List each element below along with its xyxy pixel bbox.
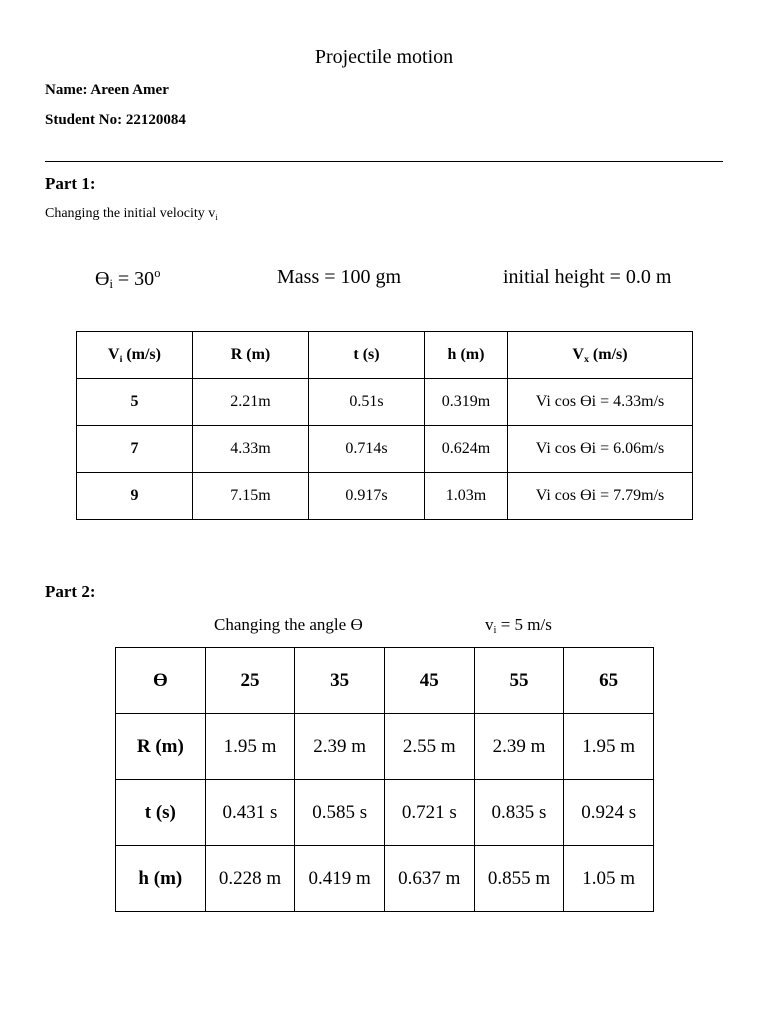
part2-heading: Part 2: bbox=[45, 582, 96, 601]
student-number: Student No: 22120084 bbox=[45, 112, 186, 128]
table-cell: 55 bbox=[474, 648, 564, 714]
table-cell: Ɵ bbox=[116, 648, 206, 714]
table-cell: 4.33m bbox=[193, 426, 309, 473]
table-header-row bbox=[77, 332, 693, 379]
table-cell: 0.228 m bbox=[205, 846, 295, 912]
table-cell: 1.05 m bbox=[564, 846, 654, 912]
table-cell: 0.585 s bbox=[295, 780, 385, 846]
table-cell: 2.21m bbox=[193, 379, 309, 426]
table-cell: t (s) bbox=[116, 780, 206, 846]
vi-value: = 5 m/s bbox=[496, 615, 552, 634]
table-cell: 7.15m bbox=[193, 473, 309, 520]
part1-subtitle bbox=[45, 206, 218, 222]
table-cell: 0.51s bbox=[309, 379, 425, 426]
part2-velocity-label bbox=[485, 615, 552, 636]
table-cell: Vi cos Ɵi = 6.06m/s bbox=[508, 426, 693, 473]
table-cell: 65 bbox=[564, 648, 654, 714]
table-cell: 0.855 m bbox=[474, 846, 564, 912]
vi-subscript: i bbox=[493, 625, 497, 636]
table-cell: 0.714s bbox=[309, 426, 425, 473]
table-cell: 0.637 m bbox=[384, 846, 474, 912]
horizontal-divider bbox=[45, 161, 723, 162]
param-mass: Mass = 100 gm bbox=[277, 266, 402, 288]
table-cell: Vi cos Ɵi = 4.33m/s bbox=[508, 379, 693, 426]
table-row bbox=[77, 473, 693, 520]
table-row bbox=[116, 780, 654, 846]
header-cell: h (m) bbox=[425, 332, 508, 379]
table-cell: 0.319m bbox=[425, 379, 508, 426]
table-cell: 0.721 s bbox=[384, 780, 474, 846]
part2-table bbox=[115, 647, 654, 912]
part1-subtitle-text: Changing the initial velocity v bbox=[45, 206, 216, 221]
table-cell: 0.431 s bbox=[205, 780, 295, 846]
degree-superscript: o bbox=[154, 266, 161, 280]
part2-angle-label: Changing the angle Ɵ bbox=[214, 615, 363, 634]
table-cell: 0.835 s bbox=[474, 780, 564, 846]
table-cell: 0.924 s bbox=[564, 780, 654, 846]
table-row bbox=[77, 379, 693, 426]
table-row bbox=[116, 648, 654, 714]
table-cell: 45 bbox=[384, 648, 474, 714]
table-cell: 25 bbox=[205, 648, 295, 714]
table-cell: h (m) bbox=[116, 846, 206, 912]
table-cell: Vi cos Ɵi = 7.79m/s bbox=[508, 473, 693, 520]
part1-heading: Part 1: bbox=[45, 174, 96, 193]
table-cell: 0.419 m bbox=[295, 846, 385, 912]
student-name: Name: Areen Amer bbox=[45, 82, 169, 98]
vi-symbol: v bbox=[485, 615, 494, 634]
table-cell: 0.624m bbox=[425, 426, 508, 473]
table-cell: 2.39 m bbox=[295, 714, 385, 780]
table-cell: 5 bbox=[77, 379, 193, 426]
theta-equals: = 30 bbox=[112, 268, 155, 290]
table-cell: 2.39 m bbox=[474, 714, 564, 780]
table-cell: 1.95 m bbox=[564, 714, 654, 780]
header-cell: R (m) bbox=[193, 332, 309, 379]
header-cell: $V_i$ (m/s) bbox=[77, 332, 193, 379]
table-row bbox=[116, 846, 654, 912]
part1-subtitle-subscript: i bbox=[215, 212, 218, 222]
table-cell: R (m) bbox=[116, 714, 206, 780]
table-row bbox=[116, 714, 654, 780]
table-cell: 7 bbox=[77, 426, 193, 473]
header-cell: $V_x$ (m/s) bbox=[508, 332, 693, 379]
table-cell: 35 bbox=[295, 648, 385, 714]
param-initial-height: initial height = 0.0 m bbox=[503, 266, 672, 288]
table-cell: 1.95 m bbox=[205, 714, 295, 780]
header-cell: t (s) bbox=[309, 332, 425, 379]
table-cell: 2.55 m bbox=[384, 714, 474, 780]
document-title: Projectile motion bbox=[314, 46, 454, 68]
theta-subscript: i bbox=[109, 277, 113, 291]
table-cell: 9 bbox=[77, 473, 193, 520]
param-initial-angle bbox=[95, 266, 160, 292]
table-cell: 1.03m bbox=[425, 473, 508, 520]
part1-table bbox=[76, 331, 693, 520]
table-cell: 0.917s bbox=[309, 473, 425, 520]
theta-symbol: Ɵ bbox=[95, 268, 110, 290]
table-row bbox=[77, 426, 693, 473]
